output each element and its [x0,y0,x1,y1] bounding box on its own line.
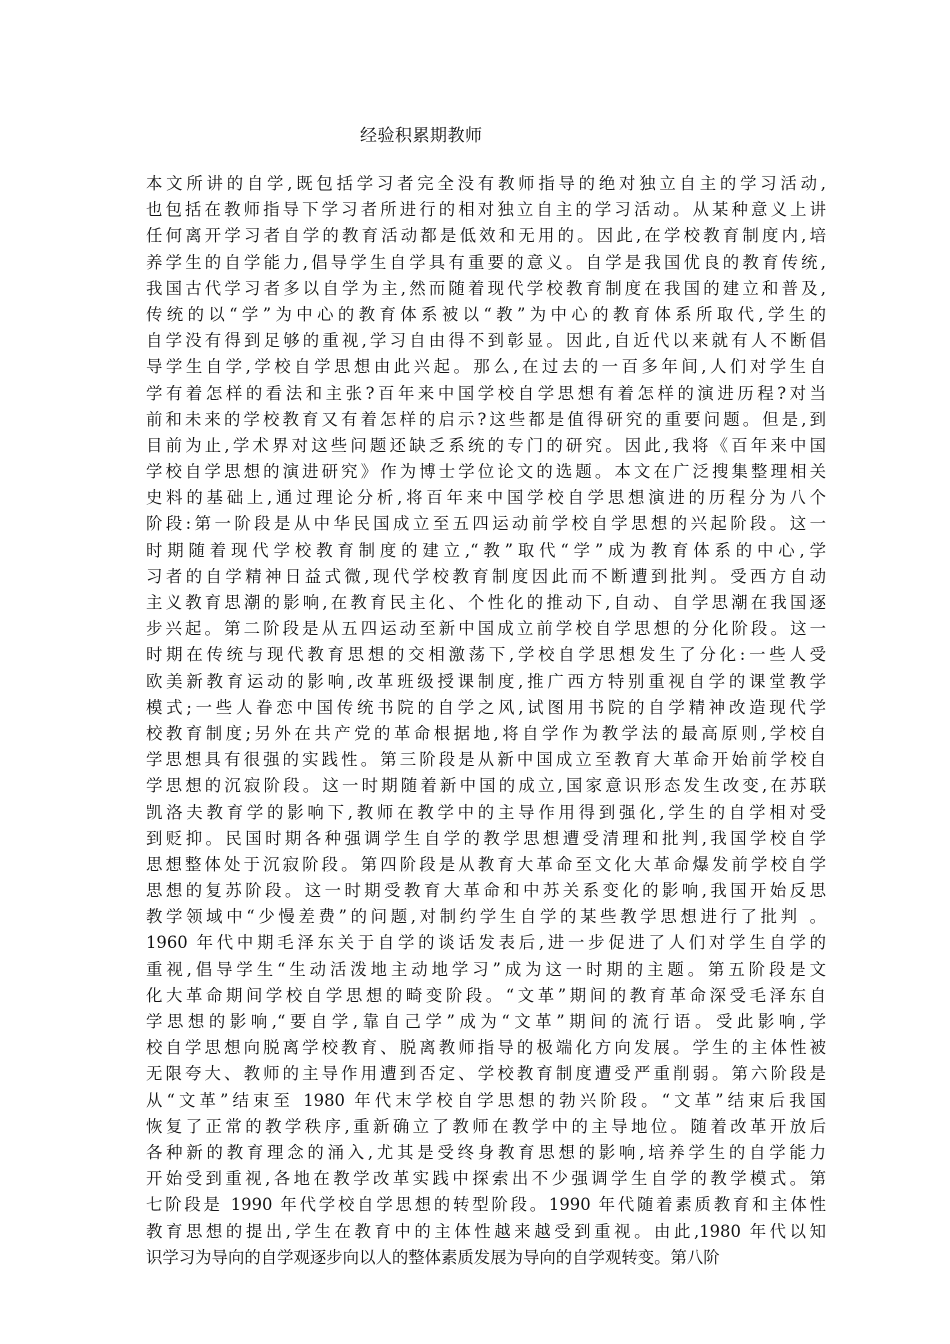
body-text-line: 时期在传统与现代教育思想的交相激荡下,学校自学思想发生了分化:一些人受 [146,645,826,665]
document-title: 经验积累期教师 [360,126,483,146]
body-text-line: 教育思想的提出,学生在教育中的主体性越来越受到重视。由此,1980 年代以知 [146,1221,826,1241]
body-text-line: 思想整体处于沉寂阶段。第四阶段是从教育大革命至文化大革命爆发前学校自学 [146,854,826,874]
body-text-line: 学思想具有很强的实践性。第三阶段是从新中国成立至教育大革命开始前学校自 [146,750,826,770]
body-text-line: 前和未来的学校教育又有着怎样的启示?这些都是值得研究的重要问题。但是,到 [146,409,826,429]
body-text-line: 七阶段是 1990 年代学校自学思想的转型阶段。1990 年代随着素质教育和主体性 [146,1195,826,1215]
body-text-line: 学校自学思想的演进研究》作为博士学位论文的选题。本文在广泛搜集整理相关 [146,462,826,482]
body-text-line: 化大革命期间学校自学思想的畸变阶段。“文革”期间的教育革命深受毛泽东自 [146,985,826,1005]
body-text-line: 本文所讲的自学,既包括学习者完全没有教师指导的绝对独立自主的学习活动, [146,174,826,193]
body-text-line: 史料的基础上,通过理论分析,将百年来中国学校自学思想演进的历程分为八个 [146,488,826,508]
body-text-line: 我国古代学习者多以自学为主,然而随着现代学校教育制度在我国的建立和普及, [146,278,826,298]
body-text-line: 校教育制度;另外在共产党的革命根据地,将自学作为教学法的最高原则,学校自 [146,723,826,743]
body-text-line: 教学领域中“少慢差费”的问题,对制约学生自学的某些教学思想进行了批判 。 [146,907,826,927]
body-text-line: 学思想的沉寂阶段。这一时期随着新中国的成立,国家意识形态发生改变,在苏联 [146,776,826,796]
body-text-line: 从“文革”结束至 1980 年代末学校自学思想的勃兴阶段。“文革”结束后我国 [146,1090,826,1110]
body-text-line: 时期随着现代学校教育制度的建立,“教”取代“学”成为教育体系的中心,学 [146,540,826,560]
body-text-line: 阶段:第一阶段是从中华民国成立至五四运动前学校自学思想的兴起阶段。这一 [146,514,826,534]
body-text-line: 无限夸大、教师的主导作用遭到否定、学校教育制度遭受严重削弱。第六阶段是 [146,1064,826,1084]
body-text-line: 学思想的影响,“要自学,靠自己学”成为“文革”期间的流行语。受此影响,学 [146,1012,826,1031]
body-text-line: 自学没有得到足够的重视,学习自由得不到彰显。因此,自近代以来就有人不断倡 [146,331,826,351]
body-text-line: 到贬抑。民国时期各种强调学生自学的教学思想遭受清理和批判,我国学校自学 [146,828,826,848]
body-text-line: 校自学思想向脱离学校教育、脱离教师指导的极端化方向发展。学生的主体性被 [146,1038,826,1058]
body-text-line: 传统的以“学”为中心的教育体系被以“教”为中心的教育体系所取代,学生的 [146,304,826,324]
body-text-line: 养学生的自学能力,倡导学生自学具有重要的意义。自学是我国优良的教育传统, [146,252,826,272]
body-text-line: 恢复了正常的教学秩序,重新确立了教师在教学中的主导地位。随着改革开放后 [146,1116,826,1136]
body-text-line: 思想的复苏阶段。这一时期受教育大革命和中苏关系变化的影响,我国开始反思 [146,881,826,901]
document-body [146,171,826,1271]
body-text-line: 各种新的教育理念的涌入,尤其是受终身教育思想的影响,培养学生的自学能力 [146,1142,826,1162]
body-text-line: 欧美新教育运动的影响,改革班级授课制度,推广西方特别重视自学的课堂教学 [146,671,826,691]
body-text-line: 步兴起。第二阶段是从五四运动至新中国成立前学校自学思想的分化阶段。这一 [146,619,826,639]
body-text-line: 识学习为导向的自学观逐步向以人的整体素质发展为导向的自学观转变。第八阶 [146,1247,720,1267]
body-text-line: 重视,倡导学生“生动活泼地主动地学习”成为这一时期的主题。第五阶段是文 [146,959,826,979]
body-text-line: 习者的自学精神日益式微,现代学校教育制度因此而不断遭到批判。受西方自动 [146,566,826,586]
body-text-line: 任何离开学习者自学的教育活动都是低效和无用的。因此,在学校教育制度内,培 [146,226,826,246]
body-text-line: 也包括在教师指导下学习者所进行的相对独立自主的学习活动。从某种意义上讲 [146,200,826,220]
body-text-line: 导学生自学,学校自学思想由此兴起。那么,在过去的一百多年间,人们对学生自 [146,357,826,377]
body-text-line: 目前为止,学术界对这些问题还缺乏系统的专门的研究。因此,我将《百年来中国 [146,435,826,455]
body-text-line: 学有着怎样的看法和主张?百年来中国学校自学思想有着怎样的演进历程?对当 [146,383,826,403]
body-text-line: 主义教育思潮的影响,在教育民主化、个性化的推动下,自动、自学思潮在我国逐 [146,593,826,612]
body-text-line: 1960 年代中期毛泽东关于自学的谈话发表后,进一步促进了人们对学生自学的 [146,933,826,953]
body-text-line: 开始受到重视,各地在教学改革实践中探索出不少强调学生自学的教学模式。第 [146,1169,826,1189]
body-text-line: 凯洛夫教育学的影响下,教师在教学中的主导作用得到强化,学生的自学相对受 [146,802,826,822]
body-text-line: 模式;一些人眷恋中国传统书院的自学之风,试图用书院的自学精神改造现代学 [146,697,826,717]
